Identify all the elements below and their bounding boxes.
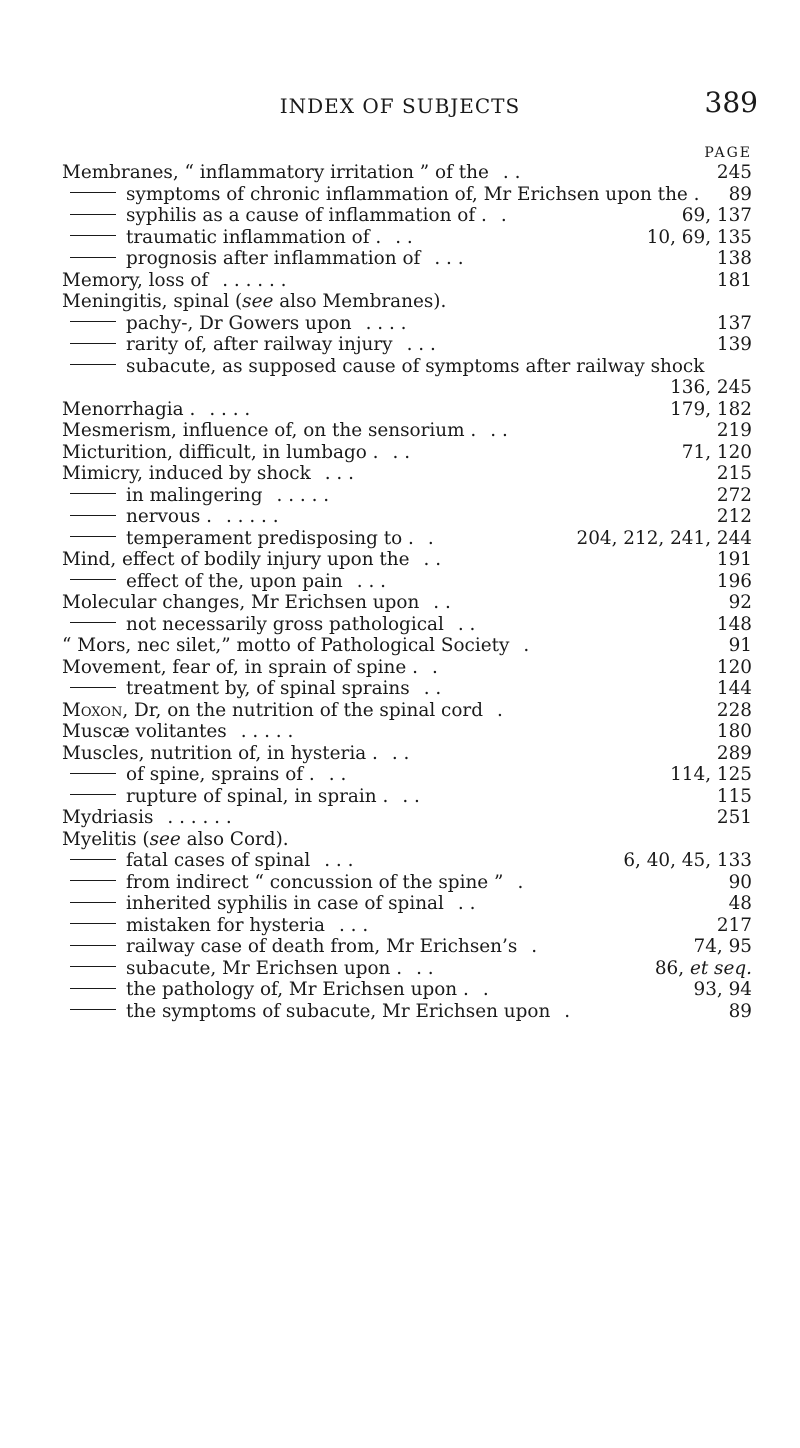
index-entry (62, 420, 752, 442)
entry-label (62, 872, 523, 894)
entry-pages: 251 (716, 807, 752, 828)
index-subentry (62, 485, 752, 507)
index-subentry (62, 979, 752, 1001)
entry-text: Membranes, “ inflammatory irritation ” of the (62, 162, 489, 183)
page-header (0, 86, 800, 130)
entry-text: subacute, as supposed cause of symptoms after railway shock (126, 355, 705, 377)
leader-dots: . . (328, 764, 347, 785)
entry-pages: 115 (716, 785, 752, 807)
leader-dots: . . (457, 893, 476, 914)
index-subentry (62, 850, 752, 872)
entry-label (62, 248, 464, 270)
entry-pages: 136, 245 (670, 377, 752, 398)
entry-label (62, 528, 434, 550)
ditto-dash (70, 859, 116, 860)
entry-pages: 138 (716, 248, 752, 269)
entry-label (62, 743, 409, 765)
entry-label (62, 291, 460, 313)
index-entry (62, 270, 752, 292)
index-entry (62, 291, 752, 313)
index-entry (62, 743, 752, 765)
entry-text: in malingering (126, 484, 263, 506)
entry-pages: 180 (716, 721, 752, 742)
entry-pages: 191 (716, 549, 752, 570)
entry-pages: 92 (728, 592, 752, 613)
entry-text: “ Mors, nec silet,” motto of Pathological Society (62, 635, 510, 656)
entry-pages: 289 (716, 742, 752, 764)
running-title: INDEX OF SUBJECTS (279, 94, 521, 118)
entry-text: effect of the, upon pain (126, 570, 343, 592)
entry-label (62, 485, 329, 507)
leader-dots: . . . . . (240, 721, 294, 742)
entry-pages: 74, 95 (693, 936, 752, 957)
leader-dots: . . . . . . (222, 269, 287, 291)
entry-text: Memory, loss of (62, 269, 209, 291)
entry-pages: 139 (716, 334, 752, 355)
entry-pages: 272 (716, 484, 752, 506)
leader-dots: . . . (338, 914, 369, 936)
ditto-dash (70, 515, 116, 516)
index-entry (62, 442, 752, 464)
index-entry (62, 657, 752, 679)
entry-pages: 10, 69, 135 (646, 226, 752, 248)
leader-dots: . (564, 1000, 571, 1022)
ditto-dash (70, 364, 116, 365)
entry-label (62, 807, 232, 829)
entry-pages: 48 (728, 893, 752, 914)
ditto-dash (70, 988, 116, 989)
ditto-dash (70, 493, 116, 494)
entry-text: Menorrhagia . (62, 398, 196, 420)
entry-text: symptoms of chronic inflammation of, Mr Erichsen upon the . (126, 183, 700, 205)
leader-dots: . . . (434, 248, 464, 269)
index-subentry (62, 528, 752, 550)
ditto-dash (70, 214, 116, 215)
leader-dots: . . (490, 420, 508, 441)
entry-pages: 91 (728, 635, 752, 656)
entry-text: Molecular changes, Mr Erichsen upon (62, 592, 420, 613)
entry-pages: 196 (716, 570, 752, 592)
entry-pages: 217 (716, 914, 752, 936)
entry-text: the pathology of, Mr Erichsen upon . (126, 979, 469, 1000)
entry-label (62, 893, 475, 915)
entry-pages: 212 (716, 506, 752, 527)
index-subentry (62, 872, 752, 894)
index-subentry (62, 786, 752, 808)
page-number: 389 (704, 86, 758, 119)
ditto-dash (70, 235, 116, 236)
index-subentry (62, 893, 752, 915)
entry-text: Muscæ volitantes (62, 721, 227, 742)
leader-dots: . . . (324, 463, 354, 484)
entry-label (62, 979, 489, 1001)
entry-pages: 114, 125 (670, 764, 752, 785)
leader-dots: . (517, 871, 524, 893)
ditto-dash (70, 902, 116, 903)
entry-pages: 71, 120 (681, 441, 752, 463)
ditto-dash (70, 687, 116, 688)
entry-text: temperament predisposing to . (126, 527, 414, 549)
index-subentry (62, 958, 752, 980)
page-column-label: PAGE (704, 145, 752, 161)
index-entry (62, 399, 752, 421)
entry-label (62, 829, 303, 851)
entry-pages: 179, 182 (670, 398, 752, 420)
index-entry (62, 463, 752, 485)
entry-text: treatment by, of spinal sprains (126, 678, 410, 699)
entry-pages: 228 (716, 699, 752, 721)
entry-text: inherited syphilis in case of spinal (126, 893, 444, 914)
entry-text: of spine, sprains of . (126, 764, 315, 785)
entry-text: Mind, effect of bodily injury upon the (62, 549, 410, 570)
index-subentry (62, 227, 752, 249)
entry-pages: 215 (716, 463, 752, 484)
leader-dots: . . . . (209, 398, 251, 420)
entry-label (62, 721, 293, 743)
entry-text: from indirect “ concussion of the spine ” (126, 871, 504, 893)
ditto-dash (70, 1009, 116, 1010)
ditto-dash (70, 945, 116, 946)
leader-dots: . . . (406, 334, 436, 355)
index-entry (62, 829, 752, 851)
ditto-dash (70, 966, 116, 967)
ditto-dash (70, 773, 116, 774)
ditto-dash (70, 622, 116, 623)
entry-label (62, 442, 410, 464)
leader-dots: . (497, 699, 503, 721)
ditto-dash (70, 923, 116, 924)
entry-text: nervous . (126, 506, 212, 527)
entry-text: Micturition, difficult, in lumbago . (62, 441, 379, 463)
entry-text: Movement, fear of, in sprain of spine . (62, 656, 418, 678)
index-continuation (62, 377, 752, 399)
leader-dots: . . (457, 613, 476, 635)
entry-label (62, 334, 436, 356)
index-subentry (62, 205, 752, 227)
entry-label (62, 1001, 570, 1023)
entry-label (62, 549, 441, 571)
entry-label (62, 270, 287, 292)
leader-dots: . (427, 527, 434, 549)
index-entry (62, 162, 752, 184)
entry-label (62, 657, 438, 679)
entry-text: Muscles, nutrition of, in hysteria . (62, 742, 378, 764)
index-entry (62, 700, 752, 722)
entry-pages: 120 (716, 656, 752, 678)
entry-label (62, 915, 368, 937)
ditto-dash (70, 192, 116, 193)
entry-label (62, 205, 507, 227)
entry-label (62, 678, 441, 700)
entry-pages: 219 (716, 420, 752, 441)
ditto-dash (70, 579, 116, 580)
entry-pages: 89 (728, 1000, 752, 1022)
leader-dots: . (431, 656, 438, 678)
entry-text: Mydriasis (62, 807, 154, 828)
entry-text: Moxon, Dr, on the nutrition of the spinal cord (62, 699, 483, 721)
entry-pages: 90 (728, 871, 752, 893)
entry-label (62, 571, 386, 593)
leader-dots: . (500, 205, 507, 226)
entry-text: rarity of, after railway injury (126, 334, 393, 355)
entry-label (62, 420, 508, 442)
index-subentry (62, 506, 752, 528)
entry-pages: 181 (716, 269, 752, 291)
index-subentry (62, 678, 752, 700)
entry-label (62, 850, 353, 872)
index-subentry (62, 184, 752, 206)
entry-text: traumatic inflammation of . (126, 226, 382, 248)
index-subentry (62, 248, 752, 270)
leader-dots: . . (502, 162, 521, 183)
entry-text: fatal cases of spinal (126, 850, 311, 871)
entry-label (62, 614, 475, 636)
index-subentry (62, 936, 752, 958)
leader-dots: . . . . (365, 312, 407, 334)
leader-dots: . (523, 635, 530, 656)
ditto-dash (70, 536, 116, 537)
index-entry (62, 807, 752, 829)
entry-pages: 245 (716, 162, 752, 183)
entry-pages: 137 (716, 312, 752, 334)
leader-dots: . . . . . (225, 506, 279, 527)
entry-text: rupture of spinal, in sprain . (126, 785, 389, 807)
entry-pages: 6, 40, 45, 133 (623, 850, 752, 871)
leader-dots: . . (391, 742, 410, 764)
index-entry (62, 592, 752, 614)
entry-pages: 148 (716, 613, 752, 635)
index-subentry (62, 764, 752, 786)
entry-label (62, 184, 714, 206)
entry-text: Myelitis (see also Cord). (62, 828, 289, 850)
leader-dots: . . . (324, 850, 354, 871)
entry-label (62, 399, 250, 421)
leader-dots: . . (423, 549, 442, 570)
index-subentry (62, 915, 752, 937)
leader-dots: . . . . . (276, 484, 330, 506)
ditto-dash (70, 343, 116, 344)
entry-text: railway case of death from, Mr Erichsen’s (126, 936, 518, 957)
entry-label (62, 786, 420, 808)
entry-label (62, 313, 406, 335)
index-subentry (62, 571, 752, 593)
entry-pages: 93, 94 (693, 979, 752, 1000)
entry-pages: 89 (728, 183, 752, 205)
entry-text: mistaken for hysteria (126, 914, 325, 936)
entry-label (62, 356, 718, 378)
entry-text: pachy-, Dr Gowers upon (126, 312, 352, 334)
leader-dots: . (482, 979, 489, 1000)
entry-label (62, 764, 346, 786)
index-subentry (62, 356, 752, 378)
index-subentry (62, 1001, 752, 1023)
entry-text: Mesmerism, influence of, on the sensorium . (62, 420, 477, 441)
entry-text: Meningitis, spinal (see also Membranes). (62, 291, 447, 312)
entry-label (62, 162, 520, 184)
leader-dots: . . . . . . (167, 807, 232, 828)
leader-dots: . . (423, 678, 442, 699)
index-entry (62, 549, 752, 571)
entry-label (62, 463, 354, 485)
entry-label (62, 377, 76, 399)
entry-text: Mimicry, induced by shock (62, 463, 311, 484)
entry-pages: 144 (716, 678, 752, 699)
leader-dots: . . (392, 441, 411, 463)
index-entry (62, 635, 752, 657)
entry-pages: 86, et seq. (654, 957, 752, 979)
index-subentry (62, 334, 752, 356)
entry-label (62, 506, 279, 528)
entry-label (62, 958, 434, 980)
entry-text: the symptoms of subacute, Mr Erichsen upon (126, 1000, 551, 1022)
ditto-dash (70, 794, 116, 795)
leader-dots: . (531, 936, 538, 957)
leader-dots: . . (433, 592, 451, 613)
entry-label (62, 227, 413, 249)
leader-dots: . . (395, 226, 413, 248)
index-subentry (62, 313, 752, 335)
ditto-dash (70, 257, 116, 258)
entry-pages: 69, 137 (681, 205, 752, 226)
entry-label (62, 592, 451, 614)
entry-text: prognosis after inflammation of (126, 248, 421, 269)
index-entry (62, 721, 752, 743)
entry-text: subacute, Mr Erichsen upon . (126, 957, 403, 979)
leader-dots: . . (416, 957, 434, 979)
entry-text: syphilis as a cause of inflammation of . (126, 205, 487, 226)
entry-label (62, 700, 503, 722)
ditto-dash (70, 321, 116, 322)
entry-pages: 204, 212, 241, 244 (576, 527, 752, 549)
entry-label (62, 635, 529, 657)
ditto-dash (70, 880, 116, 881)
entry-label (62, 936, 537, 958)
leader-dots: . . . (356, 570, 386, 592)
leader-dots: . . (402, 785, 420, 807)
index-subentry (62, 614, 752, 636)
index-entries (62, 162, 752, 1022)
entry-text: not necessarily gross pathological (126, 613, 444, 635)
